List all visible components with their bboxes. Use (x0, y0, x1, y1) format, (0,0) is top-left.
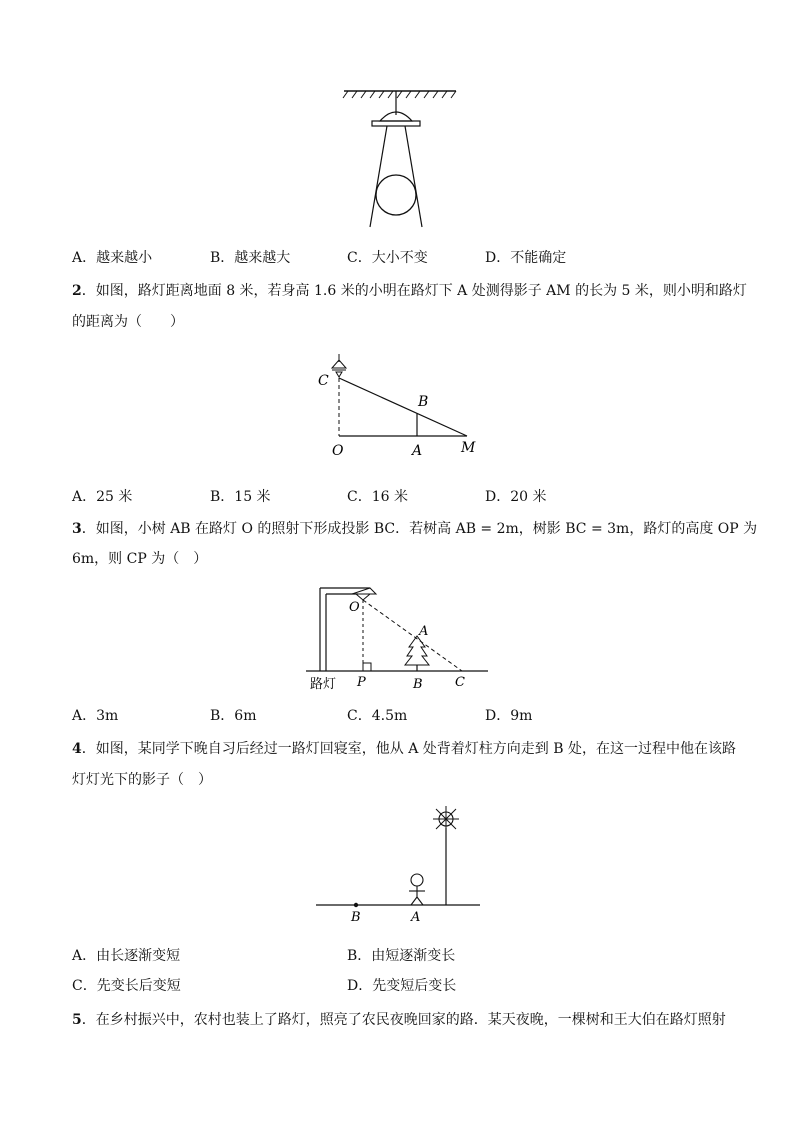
q2-option-c[interactable]: C．16 米 (347, 489, 408, 505)
q3-label-b: B (413, 677, 423, 692)
q3-label-c: C (455, 675, 465, 690)
q2-stem-line2: 的距离为（ ） (72, 314, 184, 330)
q2-text-1: ．如图，路灯距离地面 8 米，若身高 1.6 米的小明在路灯下 A 处测得影子 AM 的长为 5 米，则小明和路灯 (81, 283, 747, 299)
q3-option-d[interactable]: D．9m (485, 708, 533, 724)
q4-option-d[interactable]: D．先变短后变长 (347, 978, 457, 994)
q3-text-1: ．如图，小树 AB 在路灯 O 的照射下形成投影 BC．若树高 AB = 2m，树影 BC = 3m，路灯的高度 OP 为 (81, 521, 758, 537)
q2-label-m: M (461, 440, 476, 456)
light-bulb-icon (433, 806, 459, 832)
q2-stem-line1 (72, 282, 747, 300)
q2-label-a: A (412, 443, 423, 459)
q5-number: 5 (72, 1012, 82, 1028)
q1-option-c[interactable]: C．大小不变 (347, 250, 428, 266)
q4-stem-line1 (72, 740, 736, 758)
q2-option-a[interactable]: A．25 米 (72, 489, 133, 505)
q3-option-c[interactable]: C．4.5m (347, 708, 408, 724)
q2-option-d[interactable]: D．20 米 (485, 489, 547, 505)
q4-label-b: B (351, 910, 361, 925)
tree-icon (405, 636, 429, 671)
person-icon (409, 874, 425, 905)
q4-option-b[interactable]: B．由短逐渐变长 (347, 948, 456, 964)
q3-number: 3 (72, 521, 82, 537)
q3-label-a: A (419, 624, 429, 639)
q3-option-b[interactable]: B．6m (210, 708, 257, 724)
q3-label-o: O (349, 600, 360, 615)
q4-label-a: A (411, 910, 421, 925)
street-lamp-icon (332, 354, 346, 377)
q5-stem-line1 (72, 1011, 726, 1029)
q2-label-b: B (418, 394, 429, 410)
q3-option-a[interactable]: A．3m (72, 708, 119, 724)
figure-q3-tree-lamp (300, 580, 500, 695)
q3-label-p: P (357, 675, 366, 690)
q3-stem-line1 (72, 520, 757, 538)
q4-option-c[interactable]: C．先变长后变短 (72, 978, 181, 994)
figure-q2-lamp-triangle (310, 350, 490, 460)
q4-number: 4 (72, 741, 82, 757)
q2-label-o: O (332, 443, 344, 459)
q2-number: 2 (72, 283, 82, 299)
q3-stem-line2: 6m，则 CP 为（ ） (72, 551, 208, 567)
q4-option-a[interactable]: A．由长逐渐变短 (72, 948, 181, 964)
q4-text-1: ．如图，某同学下晚自习后经过一路灯回寝室，他从 A 处背着灯柱方向走到 B 处，在这一过程中他在该路 (81, 741, 736, 757)
q4-stem-line2: 灯灯光下的影子（ ） (72, 772, 212, 788)
figure-hanging-lamp (340, 85, 460, 235)
q1-option-b[interactable]: B．越来越大 (210, 250, 291, 266)
q1-option-a[interactable]: A．越来越小 (72, 250, 153, 266)
q5-text-1: ．在乡村振兴中，农村也装上了路灯，照亮了农民夜晚回家的路．某天夜晚，一棵树和王大伯在路灯照射 (81, 1012, 726, 1028)
q2-option-b[interactable]: B．15 米 (210, 489, 271, 505)
q2-label-c: C (318, 373, 329, 389)
q1-option-d[interactable]: D．不能确定 (485, 250, 567, 266)
figure-q4-person-lamp (310, 800, 490, 925)
q3-label-lamp: 路灯 (310, 677, 337, 692)
